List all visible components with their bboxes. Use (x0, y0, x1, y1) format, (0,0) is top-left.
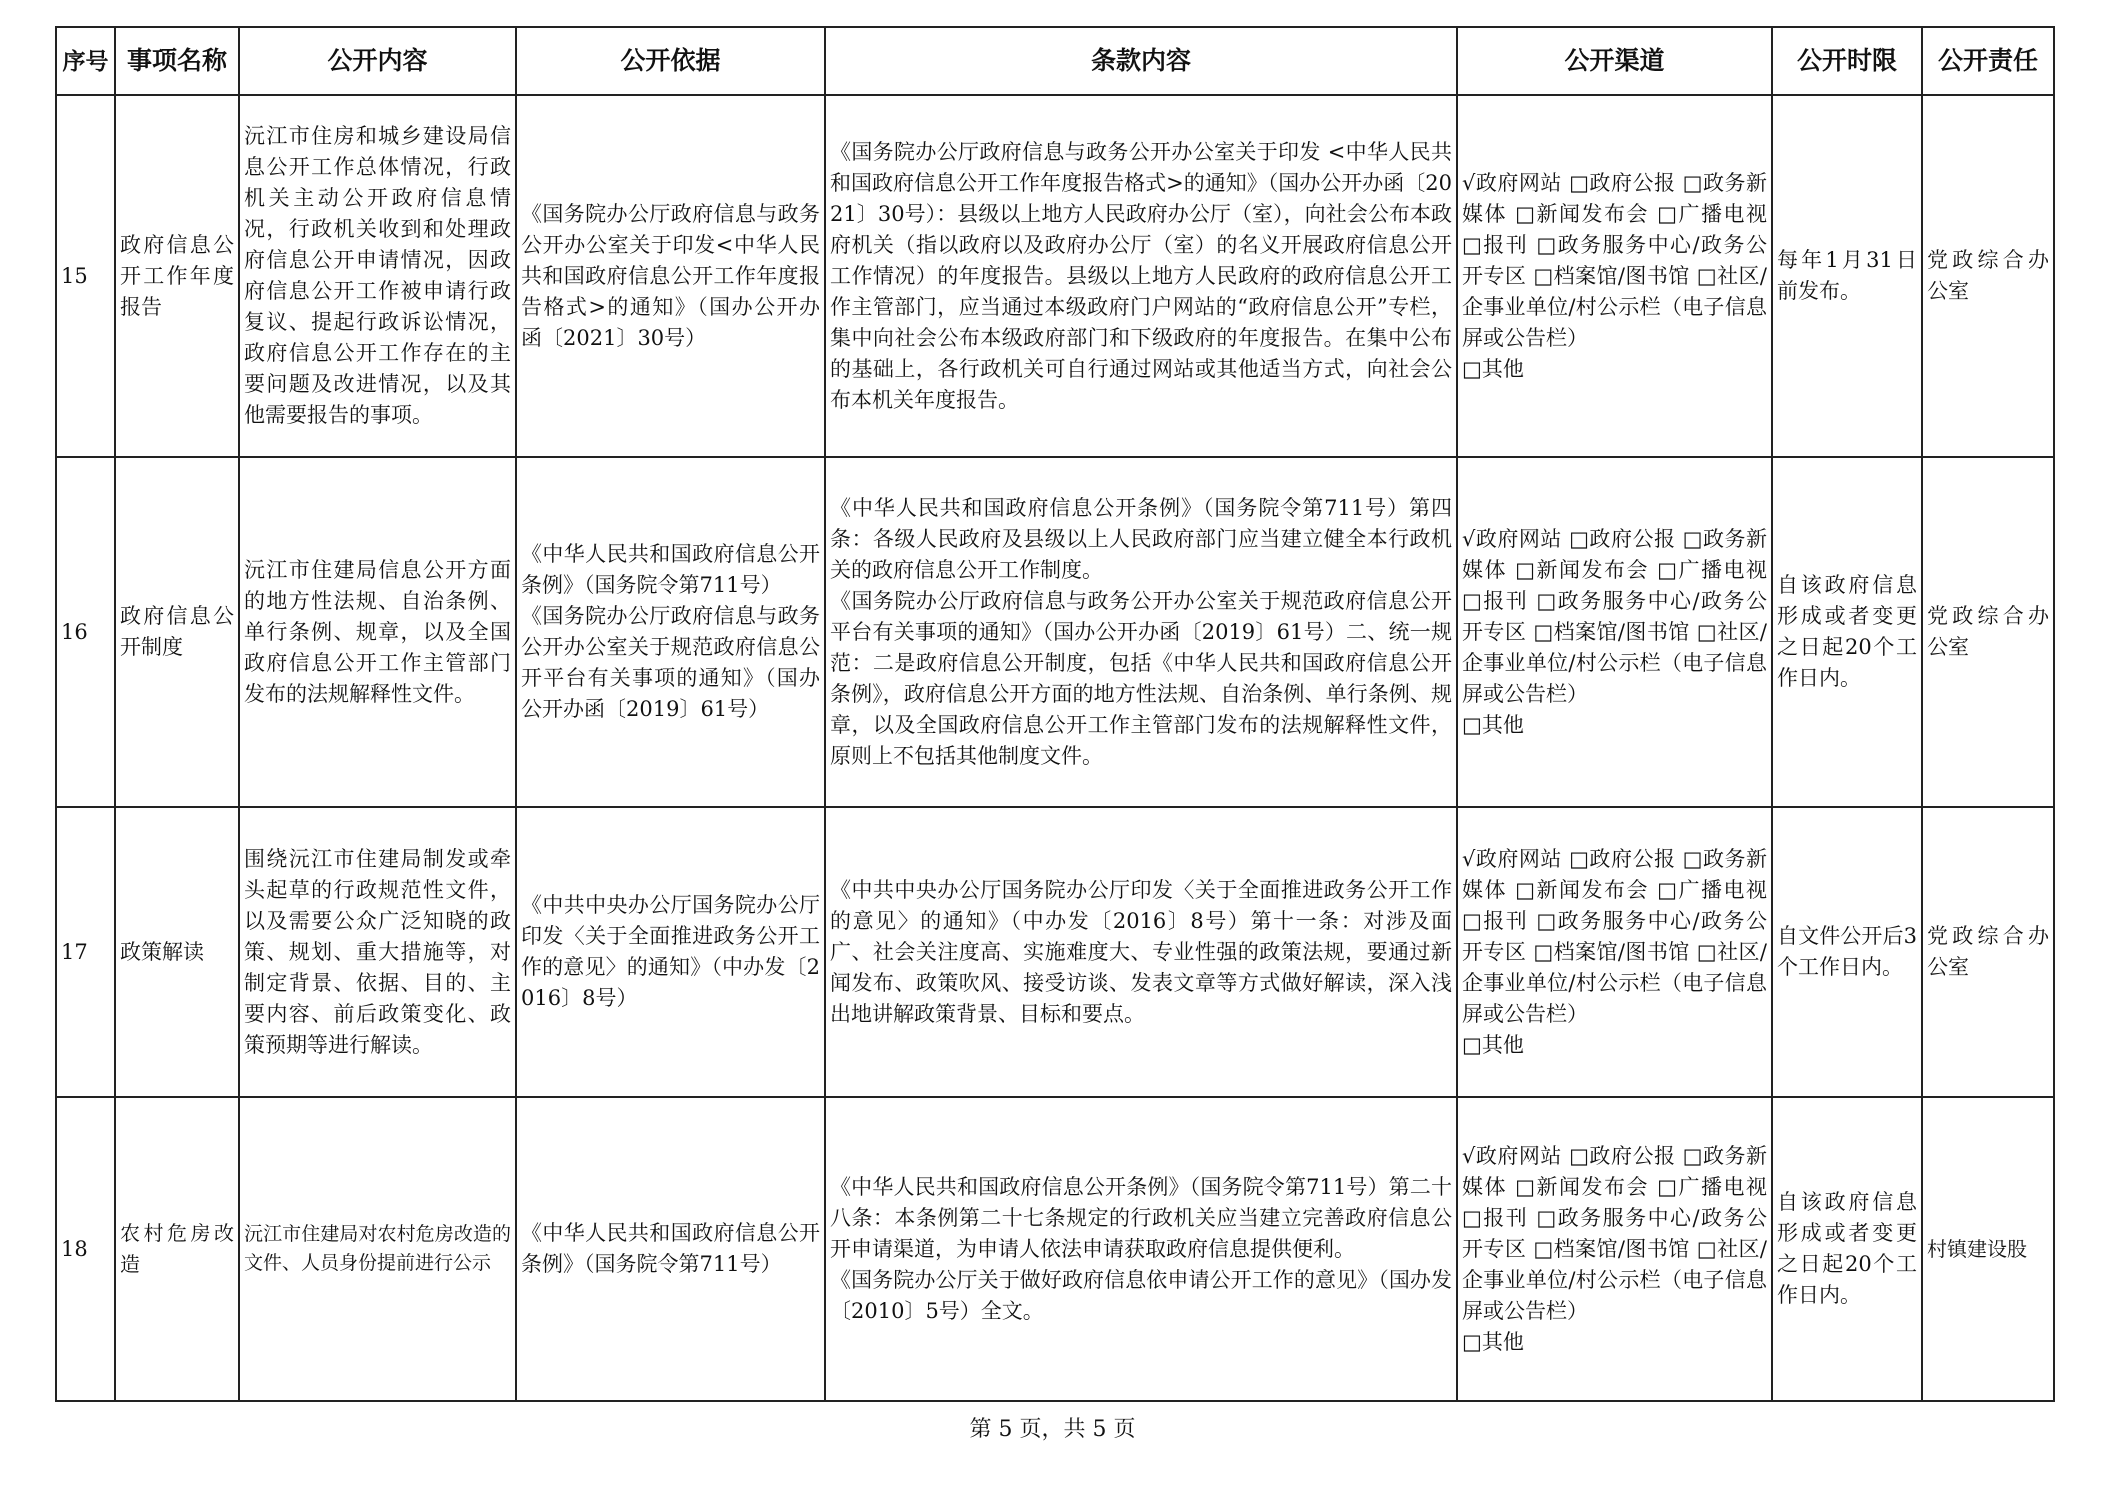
row-resp: 村镇建设股 (1922, 1097, 2054, 1401)
row-channel: √政府网站 □政府公报 □政务新媒体 □新闻发布会 □广播电视 □报刊 □政务服务中心/政务公开专区 □档案馆/图书馆 □社区/企事业单位/村公示栏（电子信息屏或公告栏） □其他 (1457, 1097, 1772, 1401)
row-name: 政府信息公开工作年度报告 (115, 95, 239, 457)
row-content: 沅江市住建局信息公开方面的地方性法规、自治条例、单行条例、规章，以及全国政府信息公开工作主管部门发布的法规解释性文件。 (239, 457, 516, 807)
row-resp: 党政综合办公室 (1922, 807, 2054, 1097)
row-content: 围绕沅江市住建局制发或牵头起草的行政规范性文件，以及需要公众广泛知晓的政策、规划、重大措施等，对制定背景、依据、目的、主要内容、前后政策变化、政策预期等进行解读。 (239, 807, 516, 1097)
header-row (56, 27, 2054, 95)
row-basis: 《国务院办公厅政府信息与政务公开办公室关于印发<中华人民共和国政府信息公开工作年度报告格式>的通知》（国办公开办函〔2021〕30号） (516, 95, 825, 457)
row-num: 15 (56, 95, 115, 457)
row-time: 每年1月31日前发布。 (1772, 95, 1922, 457)
table-row (56, 1097, 2054, 1401)
header-num: 序号 (56, 27, 115, 95)
row-resp: 党政综合办公室 (1922, 95, 2054, 457)
row-basis: 《中华人民共和国政府信息公开条例》（国务院令第711号） 《国务院办公厅政府信息与政务公开办公室关于规范政府信息公开平台有关事项的通知》（国办公开办函〔2019〕61号） (516, 457, 825, 807)
header-basis: 公开依据 (516, 27, 825, 95)
row-num: 16 (56, 457, 115, 807)
row-content: 沅江市住房和城乡建设局信息公开工作总体情况，行政机关主动公开政府信息情况，行政机关收到和处理政府信息公开申请情况，因政府信息公开工作被申请行政复议、提起行政诉讼情况，政府信息公开工作存在的主要问题及改进情况，以及其他需要报告的事项。 (239, 95, 516, 457)
row-num: 18 (56, 1097, 115, 1401)
header-time: 公开时限 (1772, 27, 1922, 95)
table-row (56, 807, 2054, 1097)
header-clause: 条款内容 (825, 27, 1457, 95)
row-clause: 《中华人民共和国政府信息公开条例》（国务院令第711号）第四条：各级人民政府及县级以上人民政府部门应当建立健全本行政机关的政府信息公开工作制度。 《国务院办公厅政府信息与政务公开办公室关于规范政府信息公开平台有关事项的通知》（国办公开办函〔2019〕61号）二、统一规范：二是政府信息公开制度，包括《中华人民共和国政府信息公开条例》，政府信息公开方面的地方性法规、自治条例、单行条例、规章，以及全国政府信息公开工作主管部门发布的法规解释性文件，原则上不包括其他制度文件。 (825, 457, 1457, 807)
row-content: 沅江市住建局对农村危房改造的文件、人员身份提前进行公示 (239, 1097, 516, 1401)
row-name: 政府信息公开制度 (115, 457, 239, 807)
row-channel: √政府网站 □政府公报 □政务新媒体 □新闻发布会 □广播电视 □报刊 □政务服务中心/政务公开专区 □档案馆/图书馆 □社区/企事业单位/村公示栏（电子信息屏或公告栏） □其他 (1457, 807, 1772, 1097)
table-row (56, 457, 2054, 807)
row-basis: 《中华人民共和国政府信息公开条例》（国务院令第711号） (516, 1097, 825, 1401)
row-channel: √政府网站 □政府公报 □政务新媒体 □新闻发布会 □广播电视 □报刊 □政务服务中心/政务公开专区 □档案馆/图书馆 □社区/企事业单位/村公示栏（电子信息屏或公告栏） □其他 (1457, 95, 1772, 457)
row-clause: 《中华人民共和国政府信息公开条例》（国务院令第711号）第二十八条：本条例第二十七条规定的行政机关应当建立完善政府信息公开申请渠道，为申请人依法申请获取政府信息提供便利。 《国务院办公厅关于做好政府信息依申请公开工作的意见》（国办发〔2010〕5号）全文。 (825, 1097, 1457, 1401)
header-content: 公开内容 (239, 27, 516, 95)
row-time: 自该政府信息形成或者变更之日起20个工作日内。 (1772, 1097, 1922, 1401)
page-footer: 第 5 页，共 5 页 (969, 1417, 1136, 1442)
row-time: 自该政府信息形成或者变更之日起20个工作日内。 (1772, 457, 1922, 807)
header-name: 事项名称 (115, 27, 239, 95)
row-channel: √政府网站 □政府公报 □政务新媒体 □新闻发布会 □广播电视 □报刊 □政务服务中心/政务公开专区 □档案馆/图书馆 □社区/企事业单位/村公示栏（电子信息屏或公告栏） □其他 (1457, 457, 1772, 807)
table-row (56, 95, 2054, 457)
row-clause: 《国务院办公厅政府信息与政务公开办公室关于印发 <中华人民共和国政府信息公开工作年度报告格式>的通知》（国办公开办函〔2021〕30号）：县级以上地方人民政府办公厅（室），向社会公布本政府机关（指以政府以及政府办公厅（室）的名义开展政府信息公开工作情况）的年度报告。县级以上地方人民政府的政府信息公开工作主管部门，应当通过本级政府门户网站的“政府信息公开”专栏，集中向社会公布本级政府部门和下级政府的年度报告。在集中公布的基础上，各行政机关可自行通过网站或其他适当方式，向社会公布本机关年度报告。 (825, 95, 1457, 457)
row-name: 农村危房改造 (115, 1097, 239, 1401)
row-clause: 《中共中央办公厅国务院办公厅印发〈关于全面推进政务公开工作的意见〉的通知》（中办发〔2016〕8号）第十一条：对涉及面广、社会关注度高、实施难度大、专业性强的政策法规，要通过新闻发布、政策吹风、接受访谈、发表文章等方式做好解读，深入浅出地讲解政策背景、目标和要点。 (825, 807, 1457, 1097)
row-basis: 《中共中央办公厅国务院办公厅印发〈关于全面推进政务公开工作的意见〉的通知》（中办发〔2016〕8号） (516, 807, 825, 1097)
row-time: 自文件公开后3个工作日内。 (1772, 807, 1922, 1097)
row-num: 17 (56, 807, 115, 1097)
header-channel: 公开渠道 (1457, 27, 1772, 95)
row-name: 政策解读 (115, 807, 239, 1097)
header-resp: 公开责任 (1922, 27, 2054, 95)
disclosure-table (55, 26, 2055, 1402)
row-resp: 党政综合办公室 (1922, 457, 2054, 807)
